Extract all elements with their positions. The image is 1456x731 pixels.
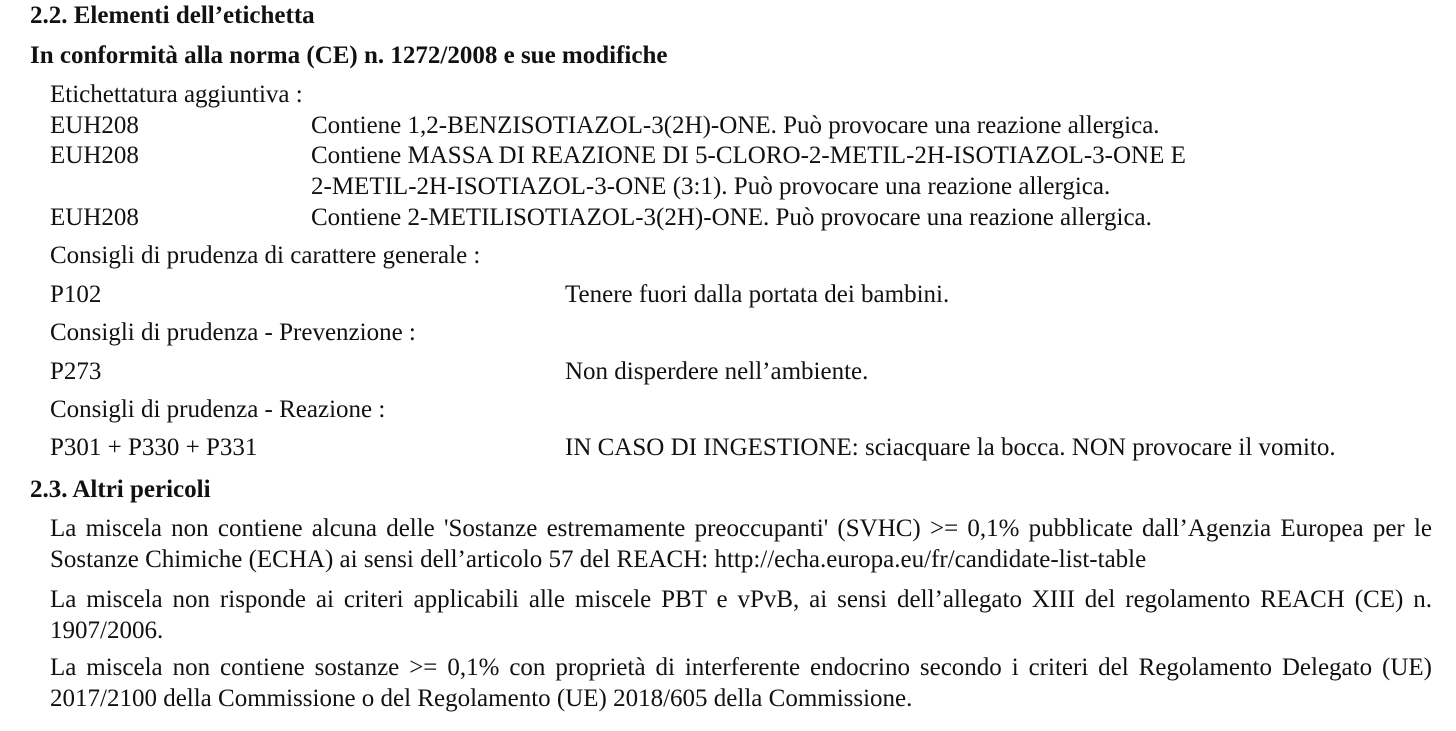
pbt-paragraph: La miscela non risponde ai criteri applicabili alle miscele PBT e vPvB, ai sensi dell’allegato XIII del regolamento REACH (CE) n. 1907/2006. — [50, 586, 1432, 644]
euh-code: EUH208 — [50, 142, 139, 169]
section-2-3-heading: 2.3. Altri pericoli — [30, 476, 211, 503]
precaution-code: P102 — [50, 281, 102, 308]
general-precaution-title: Consigli di prudenza di carattere generale : — [50, 242, 481, 269]
euh-statement-continuation: 2-METIL-2H-ISOTIAZOL-3-ONE (3:1). Può provocare una reazione allergica. — [311, 173, 1111, 200]
euh-statement: Contiene 1,2-BENZISOTIAZOL-3(2H)-ONE. Può provocare una reazione allergica. — [311, 112, 1160, 139]
reaction-title: Consigli di prudenza - Reazione : — [50, 396, 386, 423]
euh-statement: Contiene 2-METILISOTIAZOL-3(2H)-ONE. Può provocare una reazione allergica. — [311, 204, 1152, 231]
euh-code: EUH208 — [50, 112, 139, 139]
precaution-statement: Non disperdere nell’ambiente. — [565, 358, 869, 385]
svhc-paragraph: La miscela non contiene alcuna delle 'Sostanze estremamente preoccupanti' (SVHC) >= 0,1% pubblicate dall’Agenzia Europea per le Sostanze Chimiche (ECHA) ai sensi dell’articolo 57 del REACH: http://echa.europa.eu/fr/candidate-list-table — [50, 515, 1432, 573]
precaution-statement: IN CASO DI INGESTIONE: sciacquare la bocca. NON provocare il vomito. — [565, 434, 1336, 461]
precaution-code: P301 + P330 + P331 — [50, 434, 258, 461]
precaution-statement: Tenere fuori dalla portata dei bambini. — [565, 281, 950, 308]
euh-code: EUH208 — [50, 204, 139, 231]
additional-label-title: Etichettatura aggiuntiva : — [50, 81, 303, 108]
regulation-subheading: In conformità alla norma (CE) n. 1272/2008 e sue modifiche — [30, 42, 668, 69]
euh-statement: Contiene MASSA DI REAZIONE DI 5-CLORO-2-METIL-2H-ISOTIAZOL-3-ONE E — [311, 142, 1186, 169]
endocrine-paragraph: La miscela non contiene sostanze >= 0,1% con proprietà di interferente endocrino secondo i criteri del Regolamento Delegato (UE) 2017/2100 della Commissione o del Regolamento (UE) 2018/605 della Commissione. — [50, 654, 1432, 712]
section-2-2-heading: 2.2. Elementi dell’etichetta — [30, 2, 315, 29]
precaution-code: P273 — [50, 358, 102, 385]
prevention-title: Consigli di prudenza - Prevenzione : — [50, 319, 416, 346]
